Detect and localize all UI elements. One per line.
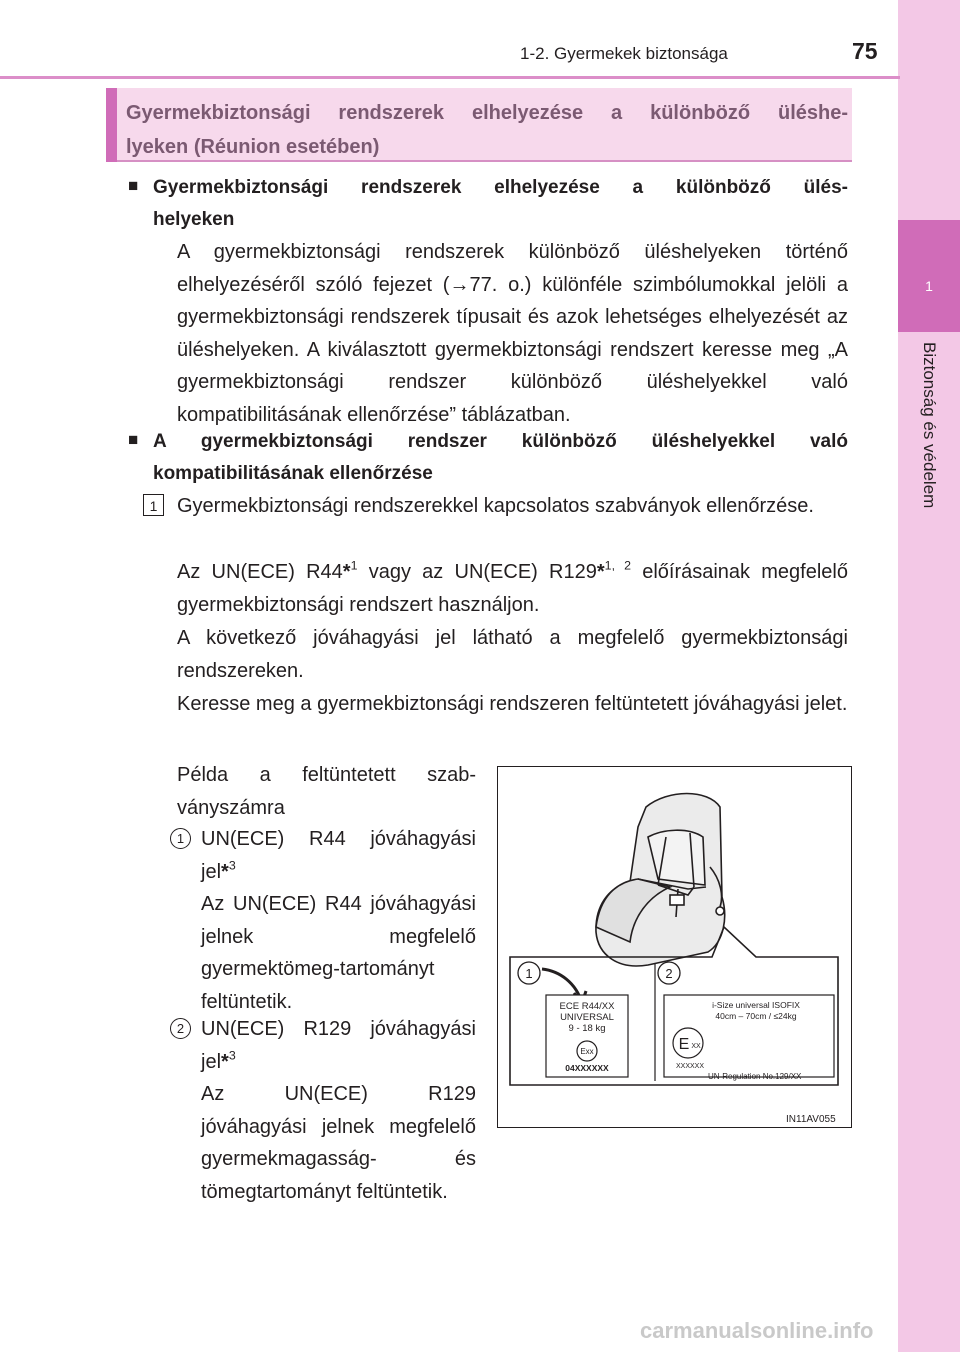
watermark: carmanualsonline.info [640, 1318, 874, 1343]
footnote-ref: 3 [228, 1047, 236, 1062]
r44-label-line2: UNIVERSAL [560, 1012, 614, 1023]
r44-label-line1: ECE R44/XX [559, 1001, 615, 1012]
callout-1-number: 1 [525, 966, 533, 981]
section-title-line1: Gyermekbiztonsági rendszerek elhelyezése a különböző üléshe- [126, 102, 848, 124]
footnote-ref: 1, 2 [604, 558, 631, 573]
step-number-box: 1 [143, 494, 164, 516]
footnote-star: * [221, 1050, 229, 1073]
footnote-star: * [342, 561, 351, 583]
item-1-desc: Az UN(ECE) R44 jóváhagyási jelnek megfelelő gyermektömeg-tartományt feltüntetik. [201, 893, 476, 1013]
footnote-star: * [221, 860, 229, 883]
item-2-desc: Az UN(ECE) R129 jóváhagyási jelnek megfelelő gyermekmagasság- és tömegtartományt feltüntetik. [201, 1083, 476, 1203]
square-bullet-icon: ■ [128, 176, 139, 195]
r129-e-mark-xx: XX [691, 1043, 701, 1050]
section-title [126, 96, 848, 164]
side-tab-label: Biztonság és védelem [920, 342, 939, 509]
footnote-star: * [596, 561, 605, 583]
item-1-title [201, 823, 476, 888]
example-line1: Példa a feltüntetett szab- [177, 764, 476, 786]
subheading-2 [153, 426, 848, 490]
header-rule [0, 76, 900, 79]
subheading-1-line1: Gyermekbiztonsági rendszerek elhelyezése a különböző ülés- [153, 177, 848, 198]
r129-label-line2: 40cm – 70cm / ≤24kg [715, 1011, 797, 1021]
paragraph-approval: A következő jóváhagyási jel látható a megfelelő gyermekbiztonsági rendszereken. [177, 627, 848, 682]
section-title-accent [106, 88, 117, 162]
item-1 [201, 823, 476, 1018]
p1-text-a: Az UN(ECE) R44 [177, 561, 343, 583]
side-tab-background [898, 0, 960, 1352]
subheading-2-line1: A gyermekbiztonsági rendszer különböző üléshelyekkel való [153, 431, 848, 452]
footnote-ref: 1 [350, 558, 358, 573]
r129-label-line1: i-Size universal ISOFIX [712, 1000, 800, 1010]
paragraph-placement [177, 236, 848, 431]
section-title-line2: lyeken (Réunion esetében) [126, 136, 380, 158]
item-2-number: 2 [170, 1018, 191, 1039]
subheading-1 [153, 172, 848, 236]
reference-arrow-icon: → [449, 273, 470, 296]
square-bullet-icon: ■ [128, 430, 139, 449]
item-2-title [201, 1013, 476, 1078]
paragraph-standards [177, 556, 848, 621]
p1-text-b: vagy az UN(ECE) R129 [357, 561, 597, 583]
para-text-b: 77. o.) különféle szimbólumokkal jelöli a gyermekbiztonsági rendszerek típusait és azok lehetséges elhelyezését az üléshelyeken. A kiválasztott gyermekbiztonsági rendszert keresse meg „A gyermekbiztonsági rendszer különböző üléshelyekkel való kompatibilitásának ellenőrzése” táblázatban. [177, 273, 848, 426]
figure-code: IN11AV055 [786, 1114, 836, 1125]
item-1-number: 1 [170, 828, 191, 849]
child-seat-illustration [498, 767, 850, 1126]
subheading-1-line2: helyeken [153, 209, 235, 230]
r129-e-mark-letter: E [678, 1036, 690, 1053]
child-seat-icon [596, 794, 725, 966]
paragraph-search: Keresse meg a gyermekbiztonsági rendszeren feltüntetett jóváhagyási jelet. [177, 693, 848, 715]
side-tab-label-wrap [911, 340, 941, 570]
r44-label-line3: 9 - 18 kg [568, 1023, 606, 1034]
item-2 [201, 1013, 476, 1208]
r129-label-code: XXXXXX [676, 1063, 705, 1070]
example-label [177, 759, 476, 824]
child-seat-figure [497, 766, 852, 1128]
p1-text-c: előírásainak megfelelő gyermekbiztonsági rendszert használjon. [177, 561, 848, 616]
callout-2-number: 2 [665, 966, 673, 981]
item-1-title-text: UN(ECE) R44 jóváhagyási jel [201, 828, 476, 883]
footnote-ref: 3 [228, 857, 236, 872]
item-2-title-text: UN(ECE) R129 jóváhagyási jel [201, 1018, 476, 1073]
example-line2: ványszámra [177, 796, 285, 819]
subheading-2-line2: kompatibilitásának ellenőrzése [153, 463, 433, 484]
side-tab-chapter[interactable] [898, 220, 960, 332]
chapter-title: 1-2. Gyermekek biztonsága [520, 44, 728, 63]
step-text: Gyermekbiztonsági rendszerekkel kapcsolatos szabványok ellenőrzése. [177, 495, 814, 517]
r44-label-code: 04XXXXXX [565, 1063, 609, 1073]
r129-label-regulation: UN-Regulation No.129/XX [708, 1072, 802, 1081]
r44-e-mark-text: Exx [580, 1047, 594, 1056]
side-tab-number: 1 [925, 278, 933, 294]
page-number: 75 [852, 38, 878, 64]
para-text-a: A gyermekbiztonsági rendszerek különböző üléshelyeken történő elhelyezéséről szóló fejezet ( [177, 241, 848, 296]
